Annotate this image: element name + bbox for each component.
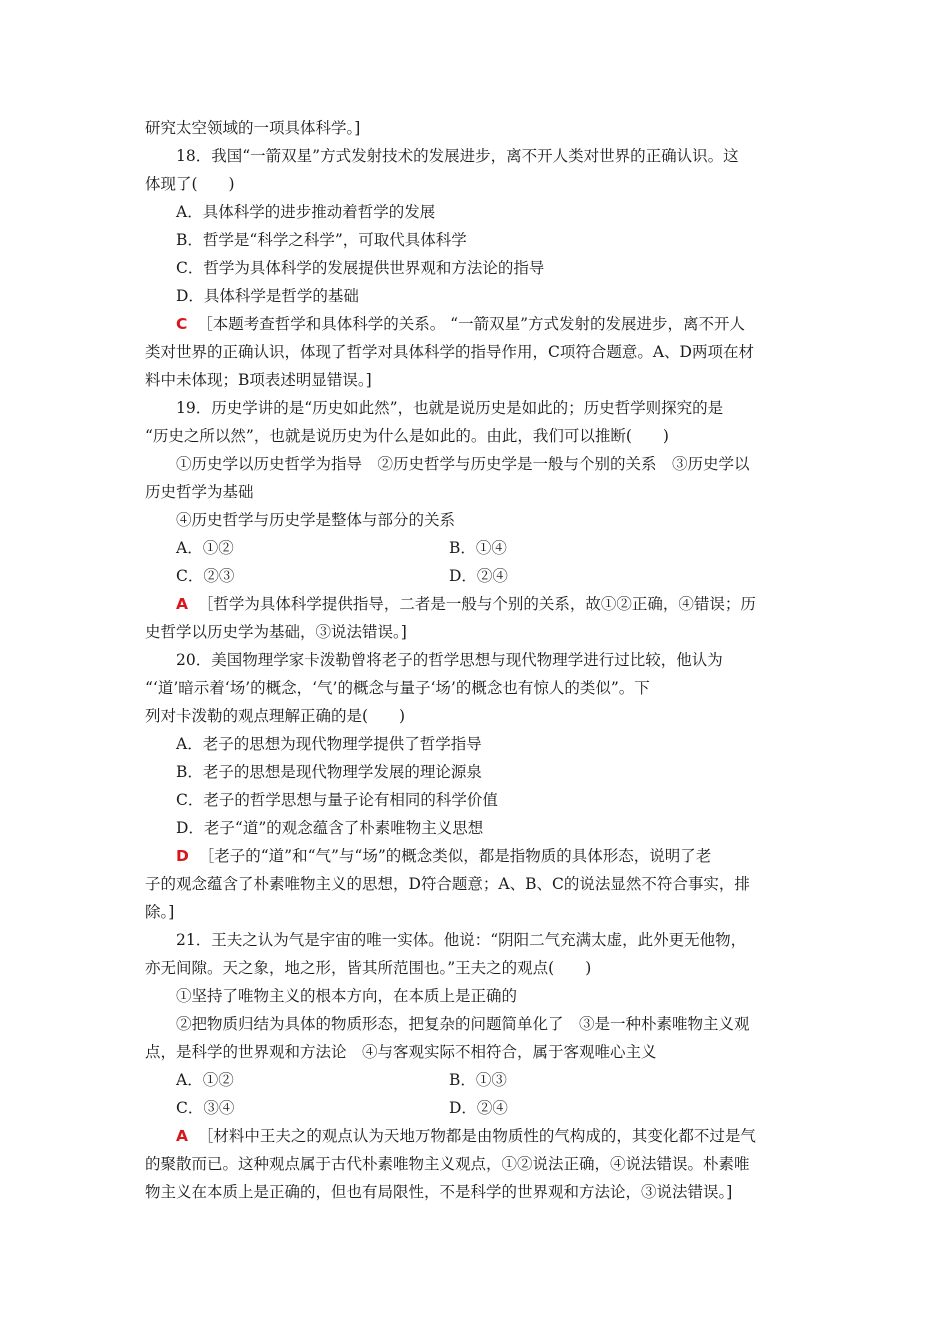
explanation-text: ［老子的“道”和“气”与“场”的概念类似，都是指物质的具体形态，说明了老 [198, 847, 712, 865]
answer-explanation [145, 1122, 811, 1150]
option-d: D．具体科学是哲学的基础 [176, 287, 359, 305]
explanation-text: 除。] [145, 903, 175, 921]
explanation-text: ［哲学为具体科学提供指导，二者是一般与个别的关系，故①②正确，④错误；历 [197, 595, 756, 613]
question-stem: 体现了( ) [145, 175, 235, 193]
statement-list: ①历史学以历史哲学为指导 ②历史哲学与历史学是一般与个别的关系 ③历史学以 [176, 455, 750, 473]
statement-list: ④历史哲学与历史学是整体与部分的关系 [176, 511, 456, 529]
option-a: A．①② [176, 539, 234, 557]
question-stem: 列对卡泼勒的观点理解正确的是( ) [145, 707, 406, 725]
answer-letter: A [176, 1127, 188, 1145]
option-d: D．②④ [449, 567, 508, 585]
question-21 [145, 926, 811, 1206]
question-stem: 亦无间隙。天之象，地之形，皆其所范围也。”王夫之的观点( ) [145, 959, 592, 977]
question-20 [145, 646, 811, 926]
answer-letter: A [176, 595, 188, 613]
option-c: C．哲学为具体科学的发展提供世界观和方法论的指导 [176, 259, 545, 277]
explanation-text: 子的观念蕴含了朴素唯物主义的思想，D符合题意；A、B、C的说法显然不符合事实，排 [145, 875, 750, 893]
previous-explanation-tail: 研究太空领域的一项具体科学。] [145, 119, 361, 137]
explanation-text: 料中未体现；B项表述明显错误。] [145, 371, 372, 389]
answer-explanation [145, 842, 811, 870]
option-c: C．②③ [176, 567, 235, 585]
option-a: A．①② [176, 1071, 234, 1089]
question-stem: 21．王夫之认为气是宇宙的唯一实体。他说：“阴阳二气充满太虚，此外更无他物， [176, 931, 747, 949]
option-b: B．老子的思想是现代物理学发展的理论源泉 [176, 763, 482, 781]
option-c: C．③④ [176, 1099, 235, 1117]
document-page [145, 114, 811, 1206]
statement-list: ②把物质归结为具体的物质形态，把复杂的问题简单化了 ③是一种朴素唯物主义观 [176, 1015, 750, 1033]
option-a: A．具体科学的进步推动着哲学的发展 [176, 203, 436, 221]
question-stem: 20．美国物理学家卡泼勒曾将老子的哲学思想与现代物理学进行过比较，他认为 [176, 651, 723, 669]
explanation-text: 物主义在本质上是正确的，但也有局限性，不是科学的世界观和方法论，③说法错误。] [145, 1183, 733, 1201]
question-stem: “‘道’暗示着‘场’的概念，‘气’的概念与量子‘场’的概念也有惊人的类似”。下 [145, 679, 650, 697]
option-c: C．老子的哲学思想与量子论有相同的科学价值 [176, 791, 498, 809]
option-b: B．哲学是“科学之科学”，可取代具体科学 [176, 231, 467, 249]
question-18 [145, 142, 811, 394]
question-stem: “历史之所以然”，也就是说历史为什么是如此的。由此，我们可以推断( ) [145, 427, 669, 445]
options-row [145, 1066, 811, 1094]
options-row [145, 1094, 811, 1122]
option-b: B．①③ [449, 1071, 507, 1089]
answer-explanation [145, 310, 811, 338]
options-row [145, 562, 811, 590]
options-row [145, 534, 811, 562]
statement-list: 历史哲学为基础 [145, 483, 254, 501]
explanation-text: ［材料中王夫之的观点认为天地万物都是由物质性的气构成的，其变化都不过是气 [197, 1127, 756, 1145]
statement-list: ①坚持了唯物主义的根本方向，在本质上是正确的 [176, 987, 518, 1005]
option-b: B．①④ [449, 539, 507, 557]
option-a: A．老子的思想为现代物理学提供了哲学指导 [176, 735, 482, 753]
question-stem: 18．我国“一箭双星”方式发射技术的发展进步，离不开人类对世界的正确认识。这 [176, 147, 739, 165]
explanation-text: ［本题考查哲学和具体科学的关系。 “一箭双星”方式发射的发展进步，离不开人 [197, 315, 746, 333]
answer-letter: D [176, 847, 189, 865]
explanation-text: 类对世界的正确认识，体现了哲学对具体科学的指导作用，C项符合题意。A、D两项在材 [145, 343, 754, 361]
answer-explanation [145, 590, 811, 618]
question-stem: 19．历史学讲的是“历史如此然”，也就是说历史是如此的；历史哲学则探究的是 [176, 399, 724, 417]
answer-letter: C [176, 315, 188, 333]
option-d: D．②④ [449, 1099, 508, 1117]
explanation-text: 史哲学以历史学为基础，③说法错误。] [145, 623, 407, 641]
option-d: D．老子“道”的观念蕴含了朴素唯物主义思想 [176, 819, 484, 837]
explanation-text: 的聚散而已。这种观点属于古代朴素唯物主义观点，①②说法正确，④说法错误。朴素唯 [145, 1155, 750, 1173]
question-19 [145, 394, 811, 646]
statement-list: 点，是科学的世界观和方法论 ④与客观实际不相符合，属于客观唯心主义 [145, 1043, 657, 1061]
